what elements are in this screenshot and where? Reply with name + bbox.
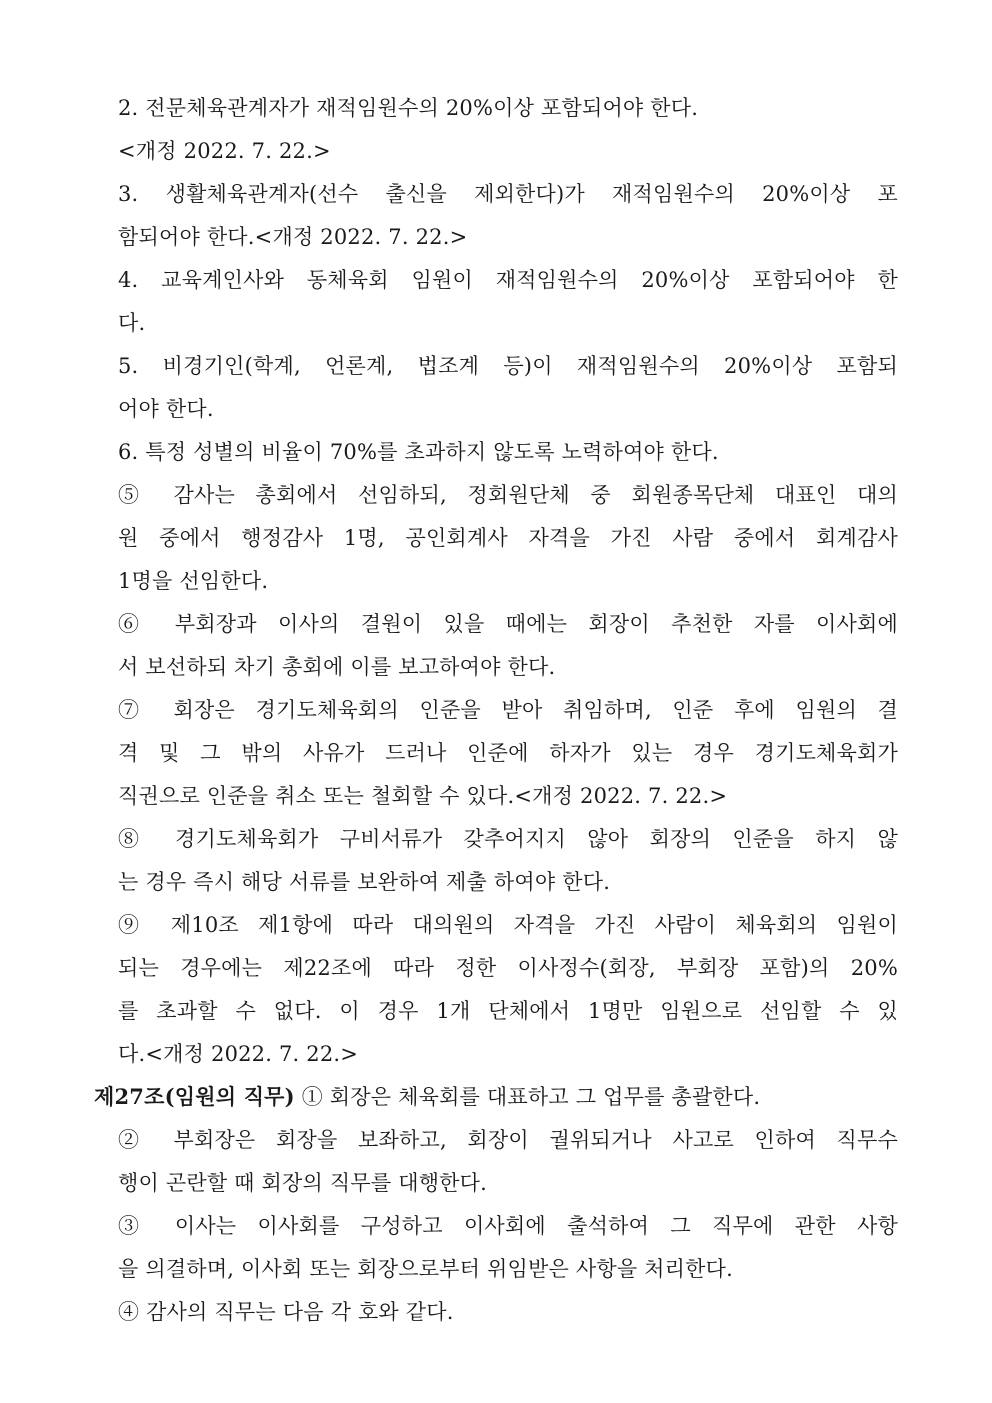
line-para-7-end: 직권으로 인준을 취소 또는 철회할 수 있다.<개정 2022. 7. 22.> xyxy=(118,784,728,808)
line-para-5: ⑤ 감사는 총회에서 선임하되, 정회원단체 중 회원종목단체 대표인 대의 xyxy=(118,483,898,507)
line-item-5: 5. 비경기인(학계, 언론계, 법조계 등)이 재적임원수의 20%이상 포함되 xyxy=(118,354,898,378)
line-item-2: 2. 전문체육관계자가 재적임원수의 20%이상 포함되어야 한다. xyxy=(118,96,699,120)
article-27-title: 제27조(임원의 직무) xyxy=(94,1084,295,1109)
line-art27-para-4: ④ 감사의 직무는 다음 각 호와 같다. xyxy=(118,1300,454,1324)
amendment-note: <개정 2022. 7. 22.> xyxy=(118,139,331,163)
line-para-5-end: 1명을 선임한다. xyxy=(118,569,269,593)
line-para-8: ⑧ 경기도체육회가 구비서류가 갖추어지지 않아 회장의 인준을 하지 않 xyxy=(118,827,898,851)
line-item-3: 3. 생활체육관계자(선수 출신을 제외한다)가 재적임원수의 20%이상 포 xyxy=(118,182,898,206)
line-art27-para-3-cont: 을 의결하며, 이사회 또는 회장으로부터 위임받은 사항을 처리한다. xyxy=(118,1257,733,1281)
line-para-9-cont2: 를 초과할 수 없다. 이 경우 1개 단체에서 1명만 임원으로 선임할 수 있 xyxy=(118,999,898,1023)
line-para-6: ⑥ 부회장과 이사의 결원이 있을 때에는 회장이 추천한 자를 이사회에 xyxy=(118,612,898,636)
line-para-7: ⑦ 회장은 경기도체육회의 인준을 받아 취임하며, 인준 후에 임원의 결 xyxy=(118,698,898,722)
line-item-3-cont: 함되어야 한다.<개정 2022. 7. 22.> xyxy=(118,225,468,249)
line-para-9-end: 다.<개정 2022. 7. 22.> xyxy=(118,1042,359,1066)
line-item-4-cont: 다. xyxy=(118,311,146,335)
line-para-9: ⑨ 제10조 제1항에 따라 대의원의 자격을 가진 사람이 체육회의 임원이 xyxy=(118,913,898,937)
line-para-7-cont: 격 및 그 밖의 사유가 드러나 인준에 하자가 있는 경우 경기도체육회가 xyxy=(118,741,898,765)
line-para-9-cont: 되는 경우에는 제22조에 따라 정한 이사정수(회장, 부회장 포함)의 20% xyxy=(118,956,898,980)
line-art27-para-2-cont: 행이 곤란할 때 회장의 직무를 대행한다. xyxy=(118,1171,488,1195)
line-item-5-cont: 어야 한다. xyxy=(118,397,214,421)
line-para-5-cont: 원 중에서 행정감사 1명, 공인회계사 자격을 가진 사람 중에서 회계감사 xyxy=(118,526,898,550)
line-para-6-cont: 서 보선하되 차기 총회에 이를 보고하여야 한다. xyxy=(118,655,556,679)
line-art27-para-3: ③ 이사는 이사회를 구성하고 이사회에 출석하여 그 직무에 관한 사항 xyxy=(118,1214,898,1238)
line-para-8-cont: 는 경우 즉시 해당 서류를 보완하여 제출 하여야 한다. xyxy=(118,870,611,894)
line-item-4: 4. 교육계인사와 동체육회 임원이 재적임원수의 20%이상 포함되어야 한 xyxy=(118,268,898,292)
line-item-6: 6. 특정 성별의 비율이 70%를 초과하지 않도록 노력하여야 한다. xyxy=(118,440,719,464)
line-art27-para-2: ② 부회장은 회장을 보좌하고, 회장이 궐위되거나 사고로 인하여 직무수 xyxy=(118,1128,898,1152)
article-27-heading-line xyxy=(94,1082,898,1112)
article-27-para-1: ① 회장은 체육회를 대표하고 그 업무를 총괄한다. xyxy=(294,1085,761,1109)
